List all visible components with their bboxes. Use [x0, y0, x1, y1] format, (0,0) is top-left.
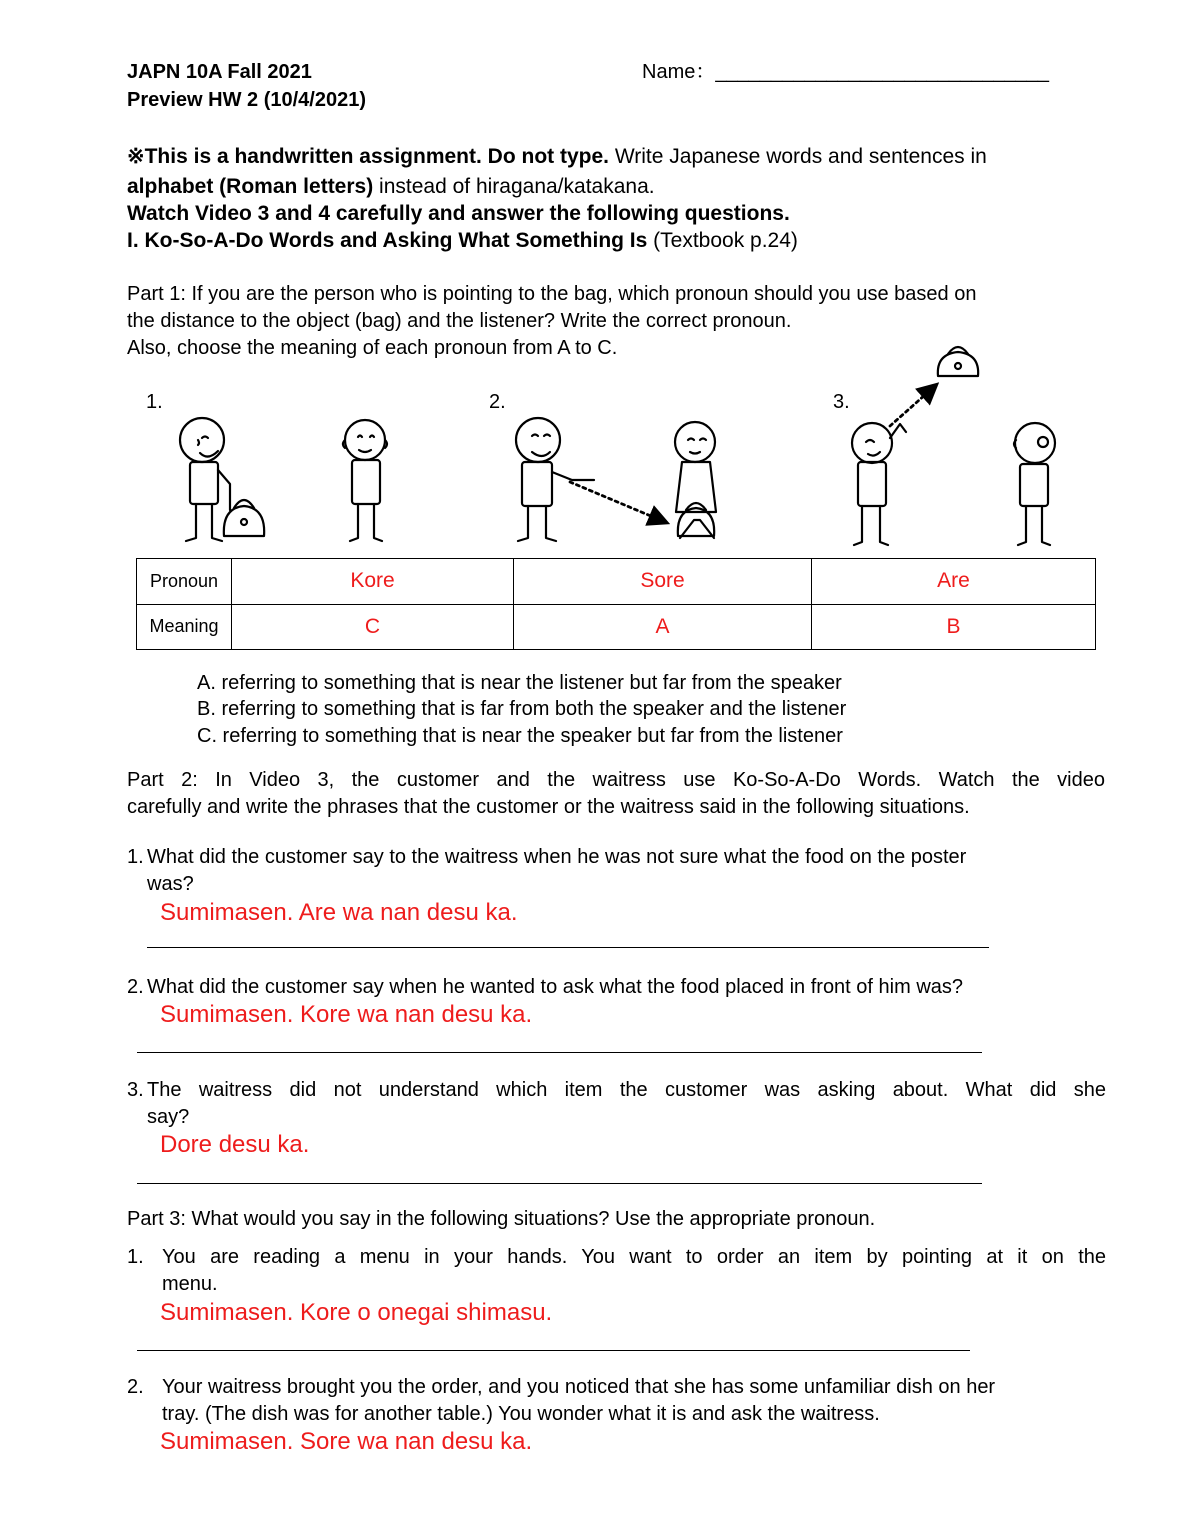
option-b: B. referring to something that is far from both the speaker and the listener — [197, 698, 847, 720]
part2-answer-3: Dore desu ka. — [160, 1131, 310, 1158]
course-title: JAPN 10A Fall 2021 — [127, 61, 312, 83]
part2-q3-line-1: The waitress did not understand which item the customer was asking about. What did she — [147, 1079, 1106, 1101]
part2-answer-line-2 — [137, 1052, 982, 1053]
part3-intro: Part 3: What would you say in the following situations? Use the appropriate pronoun. — [127, 1208, 876, 1230]
pronoun-row — [137, 559, 1096, 605]
part3-q2-line-1: Your waitress brought you the order, and you noticed that she has some unfamiliar dish on her — [162, 1376, 996, 1398]
scene2-listener-figure — [675, 422, 716, 538]
part2-q1-line-2: was? — [147, 873, 194, 895]
part1-line-2: the distance to the object (bag) and the listener? Write the correct pronoun. — [127, 310, 792, 332]
part2-q1-line-1: What did the customer say to the waitress when he was not sure what the food on the poster — [147, 846, 967, 868]
pronoun-cell-2: Sore — [514, 559, 812, 605]
part2-q1-number: 1. — [127, 846, 144, 868]
option-a: A. referring to something that is near the listener but far from the speaker — [197, 672, 842, 694]
instruction-text-2: instead of hiragana/katakana. — [373, 175, 655, 198]
part3-answer-1: Sumimasen. Kore o onegai shimasu. — [160, 1299, 553, 1326]
meaning-cell-1: C — [232, 604, 514, 650]
kosoado-illustrations — [120, 340, 1100, 555]
part2-q3-line-2: say? — [147, 1106, 190, 1128]
part2-intro-1: Part 2: In Video 3, the customer and the waitress use Ko-So-A-Do Words. Watch the video — [127, 769, 1105, 791]
pronoun-cell-1: Kore — [232, 559, 514, 605]
part2-answer-1: Sumimasen. Are wa nan desu ka. — [160, 899, 518, 926]
pronoun-row-label: Pronoun — [137, 559, 232, 605]
meaning-row-label: Meaning — [137, 604, 232, 650]
part3-q2-line-2: tray. (The dish was for another table.) You wonder what it is and ask the waitress. — [162, 1403, 880, 1425]
pronoun-cell-3: Are — [812, 559, 1096, 605]
scene3-speaker-figure — [852, 423, 906, 545]
alphabet-notice: alphabet (Roman letters) — [127, 175, 374, 198]
part2-q2-number: 2. — [127, 976, 144, 998]
part1-line-1: Part 1: If you are the person who is pointing to the bag, which pronoun should you use based on — [127, 283, 977, 305]
name-field — [642, 59, 1049, 85]
part2-q3-number: 3. — [127, 1079, 144, 1101]
name-label: Name： — [642, 61, 716, 83]
reference-mark: ※ — [127, 145, 145, 168]
meaning-cell-2: A — [514, 604, 812, 650]
scene1-speaker-figure — [180, 418, 230, 541]
part3-q1-number: 1. — [127, 1246, 144, 1268]
part2-answer-2: Sumimasen. Kore wa nan desu ka. — [160, 1001, 533, 1028]
part3-q1-line-1: You are reading a menu in your hands. You want to order an item by pointing at it on the — [162, 1246, 1106, 1268]
section-reference: (Textbook p.24) — [647, 229, 798, 252]
part3-q1-line-2: menu. — [162, 1273, 218, 1295]
part1-line-3: Also, choose the meaning of each pronoun from A to C. — [127, 337, 618, 359]
homework-title: Preview HW 2 (10/4/2021) — [127, 89, 367, 111]
scene3-listener-figure — [1014, 423, 1055, 545]
watch-instruction: Watch Video 3 and 4 carefully and answer the following questions. — [127, 202, 790, 225]
part3-q2-number: 2. — [127, 1376, 144, 1398]
meaning-cell-3: B — [812, 604, 1096, 650]
figure-label-3: 3. — [833, 391, 850, 413]
figure-label-1: 1. — [146, 391, 163, 413]
instruction-text-1: Write Japanese words and sentences in — [609, 145, 987, 168]
part2-answer-line-1 — [147, 947, 989, 948]
part3-answer-2: Sumimasen. Sore wa nan desu ka. — [160, 1428, 533, 1455]
instruction-line-2 — [127, 173, 655, 200]
meaning-row — [137, 604, 1096, 650]
name-blank: ______________________________ — [715, 61, 1050, 83]
part2-q2-line-1: What did the customer say when he wanted to ask what the food placed in front of him was? — [147, 976, 964, 998]
part3-answer-line-1 — [137, 1350, 970, 1351]
part2-answer-line-3 — [137, 1183, 982, 1184]
pronoun-table — [136, 558, 1096, 650]
figure-label-2: 2. — [489, 391, 506, 413]
section-title: I. Ko-So-A-Do Words and Asking What Something Is — [127, 229, 648, 252]
option-c: C. referring to something that is near the speaker but far from the listener — [197, 725, 843, 747]
handwritten-notice: This is a handwritten assignment. Do not type. — [144, 145, 609, 168]
scene3-bag-figure — [938, 347, 978, 376]
scene1-listener-figure — [343, 420, 387, 541]
section-heading — [127, 227, 798, 254]
instruction-line-1 — [127, 143, 987, 170]
scene2-speaker-figure — [516, 418, 594, 541]
part2-intro-2: carefully and write the phrases that the customer or the waitress said in the following situations. — [127, 796, 970, 818]
